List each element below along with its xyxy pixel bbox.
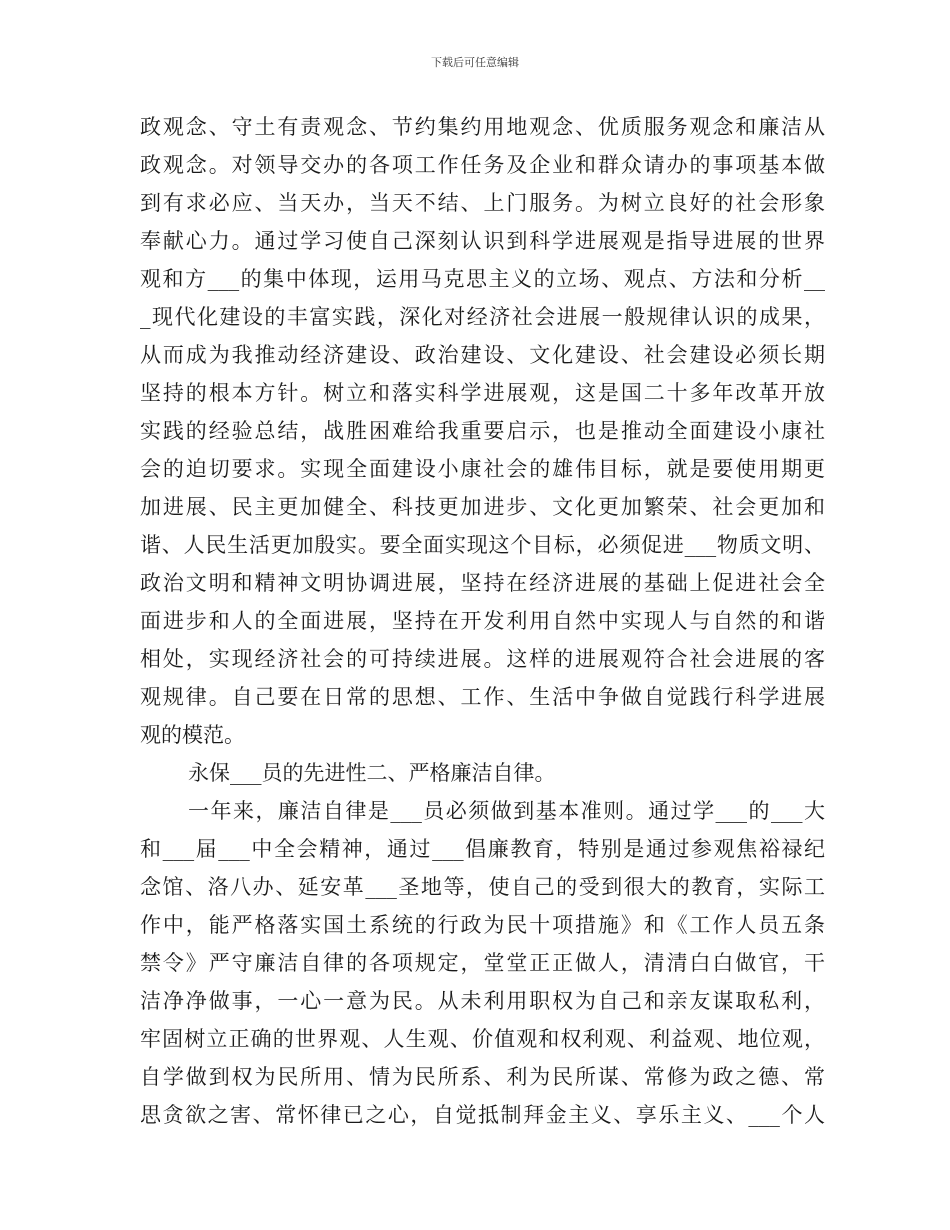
text-line: 政观念、守土有责观念、节约集约用地观念、优质服务观念和廉洁从 — [140, 115, 825, 139]
text-line: 相处，实现经济社会的可持续进展。这样的进展观符合社会进展的客 — [140, 647, 825, 671]
text-line: 思贪欲之害、常怀律已之心，自觉抵制拜金主义、享乐主义、___个人 — [140, 1103, 825, 1127]
text-line: 谐、人民生活更加殷实。要全面实现这个目标，必须促进___物质文明、 — [140, 533, 825, 557]
text-line: 观规律。自己要在日常的思想、工作、生活中争做自觉践行科学进展 — [140, 685, 825, 709]
text-line: 实践的经验总结，战胜困难给我重要启示，也是推动全面建设小康社 — [140, 419, 825, 443]
text-line: 作中，能严格落实国土系统的行政为民十项措施》和《工作人员五条 — [140, 913, 825, 937]
text-line: 坚持的根本方针。树立和落实科学进展观，这是国二十多年改革开放 — [140, 381, 825, 405]
text-line: 一年来，廉洁自律是___员必须做到基本准则。通过学___的___大 — [188, 799, 825, 823]
text-line: 加进展、民主更加健全、科技更加进步、文化更加繁荣、社会更加和 — [140, 495, 825, 519]
text-line: 面进步和人的全面进展，坚持在开发利用自然中实现人与自然的和谐 — [140, 609, 825, 633]
page-header: 下载后可任意编辑 — [431, 56, 519, 69]
text-line: 念馆、洛八办、延安革___圣地等，使自己的受到很大的教育，实际工 — [140, 875, 825, 899]
text-line: 洁净净做事，一心一意为民。从未利用职权为自己和亲友谋取私利， — [140, 989, 825, 1013]
text-line: 牢固树立正确的世界观、人生观、价值观和权利观、利益观、地位观， — [140, 1027, 825, 1051]
text-line: 从而成为我推动经济建设、政治建设、文化建设、社会建设必须长期 — [140, 343, 825, 367]
text-line: _现代化建设的丰富实践，深化对经济社会进展一般规律认识的成果， — [140, 305, 825, 329]
text-line: 永保___员的先进性二、严格廉洁自律。 — [188, 761, 556, 785]
text-line: 政观念。对领导交办的各项工作任务及企业和群众请办的事项基本做 — [140, 153, 825, 177]
text-line: 禁令》严守廉洁自律的各项规定，堂堂正正做人，清清白白做官，干 — [140, 951, 825, 975]
text-line: 观和方___的集中体现，运用马克思主义的立场、观点、方法和分析__ — [140, 267, 825, 291]
text-line: 自学做到权为民所用、情为民所系、利为民所谋、常修为政之德、常 — [140, 1065, 825, 1089]
text-line: 会的迫切要求。实现全面建设小康社会的雄伟目标，就是要使用期更 — [140, 457, 825, 481]
body-text — [140, 108, 825, 1134]
text-line: 奉献心力。通过学习使自己深刻认识到科学进展观是指导进展的世界 — [140, 229, 825, 253]
text-line: 观的模范。 — [140, 723, 245, 747]
text-line: 到有求必应、当天办，当天不结、上门服务。为树立良好的社会形象 — [140, 191, 825, 215]
text-line: 和___届___中全会精神，通过___倡廉教育，特别是通过参观焦裕禄纪 — [140, 837, 825, 861]
text-line: 政治文明和精神文明协调进展，坚持在经济进展的基础上促进社会全 — [140, 571, 825, 595]
